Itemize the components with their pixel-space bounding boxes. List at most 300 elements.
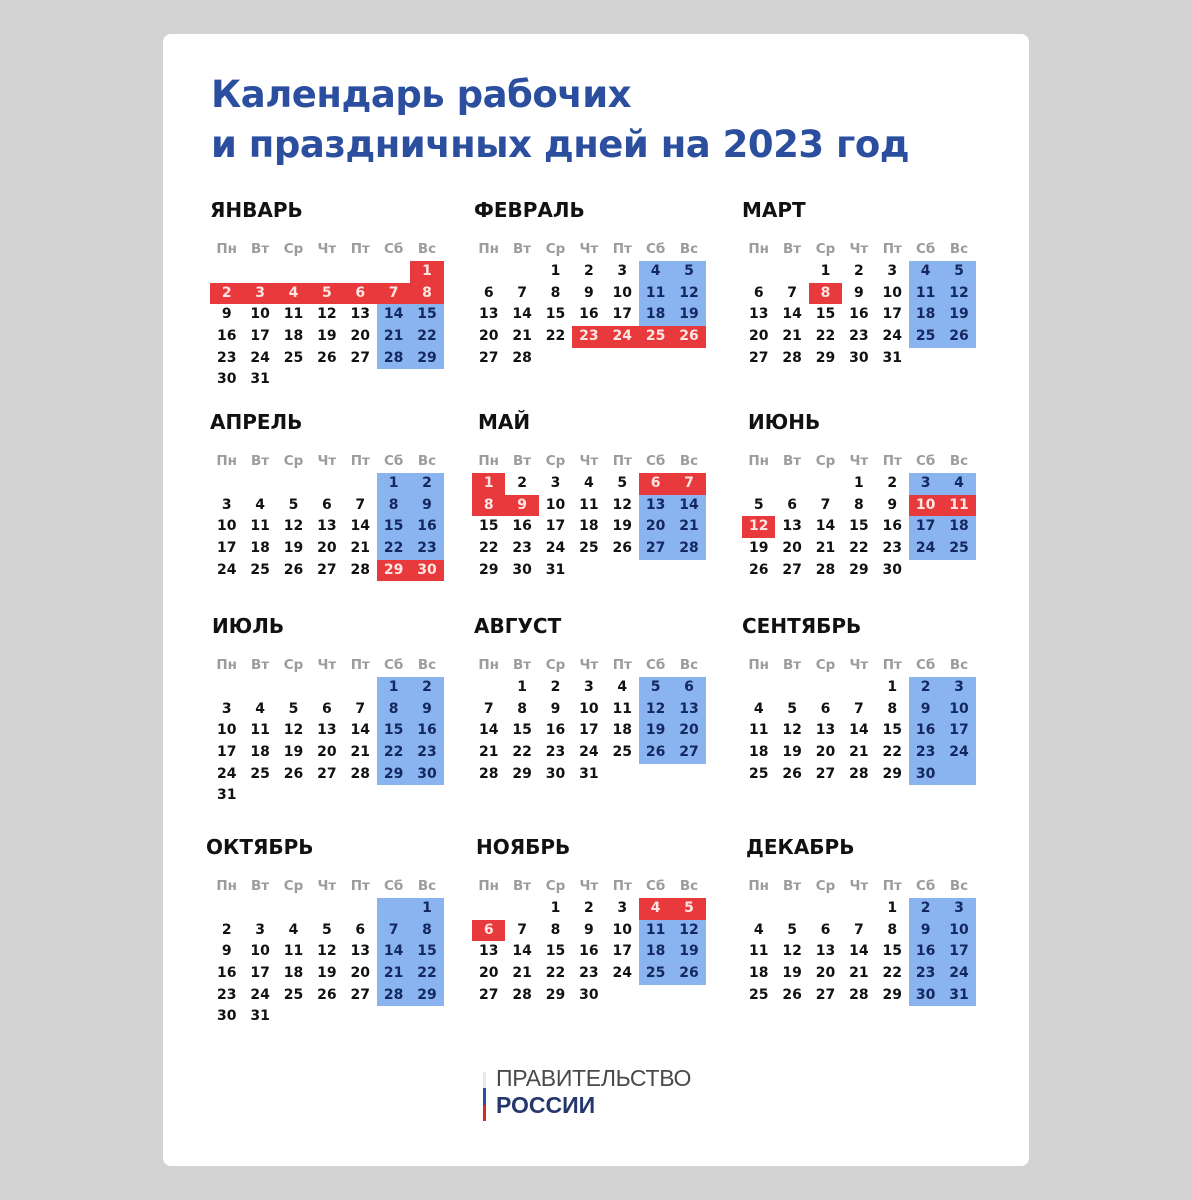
empty-cell [310,785,343,807]
workday-cell: 18 [283,965,304,982]
weekend-day-cell: 17 [942,941,975,963]
workday-cell: 5 [617,475,628,491]
week-row [210,677,444,699]
workday-cell: 19 [283,540,304,557]
weekend-day-cell: 28 [672,538,705,560]
workday-cell: 18 [748,965,769,982]
weekend-day-cell: 7 [377,920,410,942]
workday-cell: 21 [350,540,370,557]
workday-cell: 16 [216,965,237,982]
workday-cell: 30 [216,1008,237,1025]
weekday-label: Пн [478,241,500,257]
week-row [472,261,706,283]
workday-cell: 8 [550,921,561,938]
weekend-day-cell: 21 [377,963,410,985]
workday-cell: 29 [882,986,902,1003]
empty-cell [210,677,243,699]
logo-line-1: ПРАВИТЕЛЬСТВО [496,1065,692,1091]
workday-cell: 19 [317,965,337,982]
workday-cell: 17 [545,518,566,535]
workday-cell: 14 [849,943,869,960]
week-row [210,304,444,326]
workday-cell: 30 [579,986,599,1003]
workday-cell: 21 [512,965,532,982]
workday-cell: 11 [283,306,304,323]
workday-cell: 15 [882,722,902,739]
workday-cell: 26 [782,986,802,1003]
weekday-label: Ср [545,241,566,257]
weekend-day-cell: 13 [672,699,705,721]
weekday-label: Пн [216,878,238,894]
empty-cell [310,369,343,391]
empty-cell [344,898,377,920]
workday-cell: 24 [579,744,599,761]
workday-cell: 3 [550,475,561,491]
weekday-label: Чт [579,657,599,673]
workday-cell: 12 [317,943,337,960]
weekend-day-cell: 4 [909,261,942,283]
workday-cell: 8 [517,700,527,717]
workday-cell: 10 [579,700,599,717]
weekday-header-row [210,654,444,676]
workday-cell: 18 [748,744,769,761]
weekend-day-cell: 5 [942,261,975,283]
weekday-label: Чт [849,657,869,673]
workday-cell: 13 [350,306,370,323]
workday-cell: 22 [882,965,902,982]
week-row [210,516,444,538]
workday-cell: 25 [250,561,270,578]
week-row [210,742,444,764]
weekday-label: Сб [645,657,666,673]
weekend-day-cell: 23 [909,963,942,985]
month-block [742,196,982,366]
workday-cell: 13 [748,306,769,323]
workday-cell: 22 [545,328,566,345]
holiday-day-cell: 6 [344,283,377,305]
workday-cell: 1 [550,900,561,916]
weekend-day-cell: 4 [942,473,975,495]
empty-cell [775,473,808,495]
holiday-day-cell: 10 [909,495,942,517]
workday-cell: 26 [317,986,337,1003]
workday-cell: 12 [283,518,304,535]
weekend-day-cell: 28 [377,985,410,1007]
workday-cell: 20 [815,965,836,982]
weekend-day-cell: 9 [410,699,443,721]
week-row [472,898,706,920]
week-row [210,985,444,1007]
empty-cell [210,261,243,283]
weekday-label: Ср [545,657,566,673]
weekday-label: Вс [417,453,437,469]
weekend-day-cell: 1 [377,677,410,699]
empty-cell [344,1006,377,1028]
week-row [210,699,444,721]
workday-cell: 23 [216,349,237,366]
month-name: ИЮЛЬ [212,614,285,638]
workday-cell: 27 [782,561,802,578]
workday-cell: 14 [478,722,499,739]
workday-cell: 31 [579,765,599,782]
workday-cell: 25 [579,540,599,557]
weekend-day-cell: 14 [672,495,705,517]
weekday-label: Ср [545,878,566,894]
empty-cell [572,348,605,370]
workday-cell: 11 [579,496,599,513]
workday-cell: 11 [250,518,270,535]
workday-cell: 24 [250,349,270,366]
month-days-grid [472,238,706,369]
month-name: МАЙ [478,410,531,434]
workday-cell: 29 [815,349,836,366]
empty-cell [243,898,276,920]
empty-cell [310,898,343,920]
weekend-day-cell: 26 [672,963,705,985]
weekend-day-cell: 22 [377,742,410,764]
week-row [472,516,706,538]
workday-cell: 12 [782,943,802,960]
holiday-day-cell: 26 [672,326,705,348]
month-name: МАРТ [742,198,806,222]
weekend-day-cell: 16 [410,516,443,538]
workday-cell: 22 [815,328,836,345]
workday-cell: 17 [250,965,270,982]
weekday-label: Ср [283,453,304,469]
workday-cell: 2 [550,679,561,695]
week-row [472,348,706,370]
weekend-day-cell: 3 [942,898,975,920]
workday-cell: 11 [283,943,304,960]
week-row [472,560,706,582]
workday-cell: 20 [815,744,836,761]
weekday-label: Ср [815,657,836,673]
workday-cell: 27 [317,765,337,782]
weekend-day-cell: 10 [942,699,975,721]
weekday-label: Чт [317,878,337,894]
week-row [472,742,706,764]
weekday-label: Чт [579,878,599,894]
workday-cell: 7 [517,284,527,301]
workday-cell: 5 [288,496,299,513]
workday-cell: 28 [849,986,869,1003]
empty-cell [742,677,775,699]
russian-flag-icon [483,1072,486,1121]
weekday-label: Пн [748,241,770,257]
empty-cell [344,473,377,495]
weekend-day-cell: 9 [909,920,942,942]
holiday-day-cell: 4 [277,283,310,305]
workday-cell: 9 [887,496,898,513]
weekday-label: Ср [815,453,836,469]
workday-cell: 29 [478,561,499,578]
workday-cell: 4 [583,475,594,491]
week-row [742,677,976,699]
workday-cell: 21 [815,540,836,557]
workday-cell: 25 [283,349,304,366]
weekday-label: Пн [478,878,500,894]
workday-cell: 8 [550,284,561,301]
holiday-day-cell: 2 [210,283,243,305]
week-row [742,920,976,942]
workday-cell: 16 [882,518,902,535]
week-row [742,742,976,764]
empty-cell [572,560,605,582]
workday-cell: 27 [478,986,499,1003]
week-row [210,326,444,348]
workday-cell: 7 [787,284,797,301]
workday-cell: 24 [882,328,902,345]
weekend-day-cell: 30 [909,985,942,1007]
empty-cell [310,677,343,699]
weekday-label: Вс [949,241,969,257]
workday-cell: 6 [787,496,797,513]
workday-cell: 21 [512,328,532,345]
workday-cell: 22 [512,744,532,761]
month-days-grid [472,875,706,1006]
weekend-day-cell: 16 [909,720,942,742]
workday-cell: 15 [849,518,869,535]
week-row [210,720,444,742]
holiday-day-cell: 7 [377,283,410,305]
weekday-label: Сб [645,453,666,469]
workday-cell: 27 [317,561,337,578]
week-row [742,473,976,495]
workday-cell: 20 [350,328,370,345]
workday-cell: 14 [512,306,532,323]
weekday-header-row [742,875,976,897]
page-title [211,70,909,170]
week-row [210,764,444,786]
week-row [472,326,706,348]
weekday-label: Ср [283,241,304,257]
logo-line-2: РОССИИ [496,1092,596,1118]
weekend-day-cell: 6 [672,677,705,699]
workday-cell: 6 [355,921,366,938]
month-name: ЯНВАРЬ [210,198,303,222]
workday-cell: 28 [350,561,370,578]
empty-cell [775,261,808,283]
month-days-grid [742,238,976,369]
calendar-card [163,34,1029,1166]
workday-cell: 18 [283,328,304,345]
weekday-label: Чт [579,453,599,469]
workday-cell: 13 [815,722,836,739]
weekday-header-row [210,450,444,472]
weekend-day-cell: 26 [942,326,975,348]
weekend-day-cell: 22 [410,326,443,348]
workday-cell: 22 [882,744,902,761]
weekend-day-cell: 4 [639,261,672,283]
empty-cell [672,985,705,1007]
weekday-label: Вт [251,241,270,257]
workday-cell: 25 [283,986,304,1003]
workday-cell: 9 [221,306,232,323]
workday-cell: 22 [849,540,869,557]
workday-cell: 7 [355,496,366,513]
empty-cell [310,473,343,495]
week-row [742,538,976,560]
empty-cell [243,473,276,495]
workday-cell: 11 [250,722,270,739]
workday-cell: 27 [748,349,769,366]
week-row [210,283,444,305]
month-days-grid [210,238,444,391]
weekend-day-cell: 24 [942,963,975,985]
weekday-label: Пт [882,878,902,894]
weekday-label: Пн [216,453,238,469]
week-row [210,495,444,517]
workday-cell: 31 [545,561,566,578]
workday-cell: 6 [820,921,831,938]
weekend-day-cell: 17 [942,720,975,742]
weekend-day-cell: 9 [410,495,443,517]
week-row [742,963,976,985]
weekend-day-cell: 20 [672,720,705,742]
workday-cell: 7 [853,921,864,938]
week-row [472,538,706,560]
workday-cell: 15 [512,722,532,739]
week-row [210,1006,444,1028]
workday-cell: 28 [512,349,532,366]
weekend-day-cell: 27 [639,538,672,560]
weekend-day-cell: 19 [672,941,705,963]
workday-cell: 12 [782,722,802,739]
weekend-day-cell: 1 [410,898,443,920]
week-row [472,495,706,517]
weekend-day-cell: 5 [639,677,672,699]
title-line-1: Календарь рабочих [211,73,631,116]
weekday-label: Пт [612,878,632,894]
weekend-day-cell: 15 [410,304,443,326]
weekday-label: Ср [283,657,304,673]
holiday-day-cell: 9 [505,495,538,517]
weekday-label: Вт [251,657,270,673]
workday-cell: 26 [748,561,769,578]
empty-cell [377,1006,410,1028]
workday-cell: 30 [882,561,902,578]
weekday-label: Вт [783,878,802,894]
workday-cell: 26 [612,540,632,557]
weekday-header-row [210,875,444,897]
workday-cell: 20 [748,328,769,345]
weekend-day-cell: 22 [377,538,410,560]
empty-cell [672,560,705,582]
holiday-day-cell: 7 [672,473,705,495]
week-row [210,538,444,560]
weekday-label: Вс [679,241,699,257]
empty-cell [672,348,705,370]
workday-cell: 23 [216,986,237,1003]
workday-cell: 19 [782,965,802,982]
weekend-day-cell: 15 [377,720,410,742]
title-line-2: и праздничных дней на 2023 год [211,123,910,166]
workday-cell: 18 [250,540,270,557]
workday-cell: 3 [887,263,898,279]
empty-cell [639,764,672,786]
empty-cell [842,898,875,920]
workday-cell: 13 [782,518,802,535]
weekend-day-cell: 3 [942,677,975,699]
empty-cell [742,898,775,920]
weekend-day-cell: 19 [672,304,705,326]
empty-cell [243,785,276,807]
weekend-day-cell: 2 [909,677,942,699]
weekend-day-cell: 11 [639,920,672,942]
weekday-label: Чт [317,241,337,257]
workday-cell: 16 [216,328,237,345]
workday-cell: 15 [545,943,566,960]
workday-cell: 25 [250,765,270,782]
workday-cell: 26 [283,765,304,782]
month-name: СЕНТЯБРЬ [742,614,862,638]
weekend-day-cell: 28 [377,348,410,370]
workday-cell: 6 [483,284,494,301]
workday-cell: 23 [545,744,566,761]
month-days-grid [472,450,706,581]
week-row [472,764,706,786]
holiday-day-cell: 25 [639,326,672,348]
holiday-day-cell: 1 [472,473,505,495]
weekday-label: Вс [417,878,437,894]
month-name: ФЕВРАЛЬ [474,198,585,222]
workday-cell: 28 [782,349,802,366]
weekend-day-cell: 11 [639,283,672,305]
workday-cell: 14 [512,943,532,960]
weekday-label: Пт [612,657,632,673]
weekend-day-cell: 8 [377,495,410,517]
weekend-day-cell: 18 [942,516,975,538]
empty-cell [909,560,942,582]
weekend-day-cell: 23 [410,538,443,560]
empty-cell [639,348,672,370]
workday-cell: 12 [317,306,337,323]
weekend-day-cell: 20 [639,516,672,538]
weekday-label: Вт [783,241,802,257]
weekday-label: Вт [251,878,270,894]
month-block [210,612,450,804]
empty-cell [942,348,975,370]
empty-cell [742,473,775,495]
workday-cell: 1 [887,679,898,695]
workday-cell: 18 [250,744,270,761]
empty-cell [243,261,276,283]
weekday-label: Чт [849,453,869,469]
empty-cell [210,898,243,920]
week-row [210,560,444,582]
workday-cell: 7 [853,700,864,717]
workday-cell: 1 [853,475,864,491]
workday-cell: 4 [255,496,265,513]
weekend-day-cell: 23 [909,742,942,764]
weekday-label: Сб [915,878,936,894]
workday-cell: 18 [579,518,599,535]
workday-cell: 27 [350,349,370,366]
workday-cell: 1 [887,900,898,916]
empty-cell [344,369,377,391]
workday-cell: 24 [216,765,237,782]
workday-cell: 30 [512,561,532,578]
workday-cell: 31 [216,787,237,804]
week-row [210,473,444,495]
workday-cell: 10 [216,518,237,535]
empty-cell [809,677,842,699]
weekday-label: Чт [849,878,869,894]
workday-cell: 3 [221,700,232,717]
month-days-grid [472,654,706,785]
workday-cell: 28 [350,765,370,782]
weekday-label: Пн [478,453,500,469]
